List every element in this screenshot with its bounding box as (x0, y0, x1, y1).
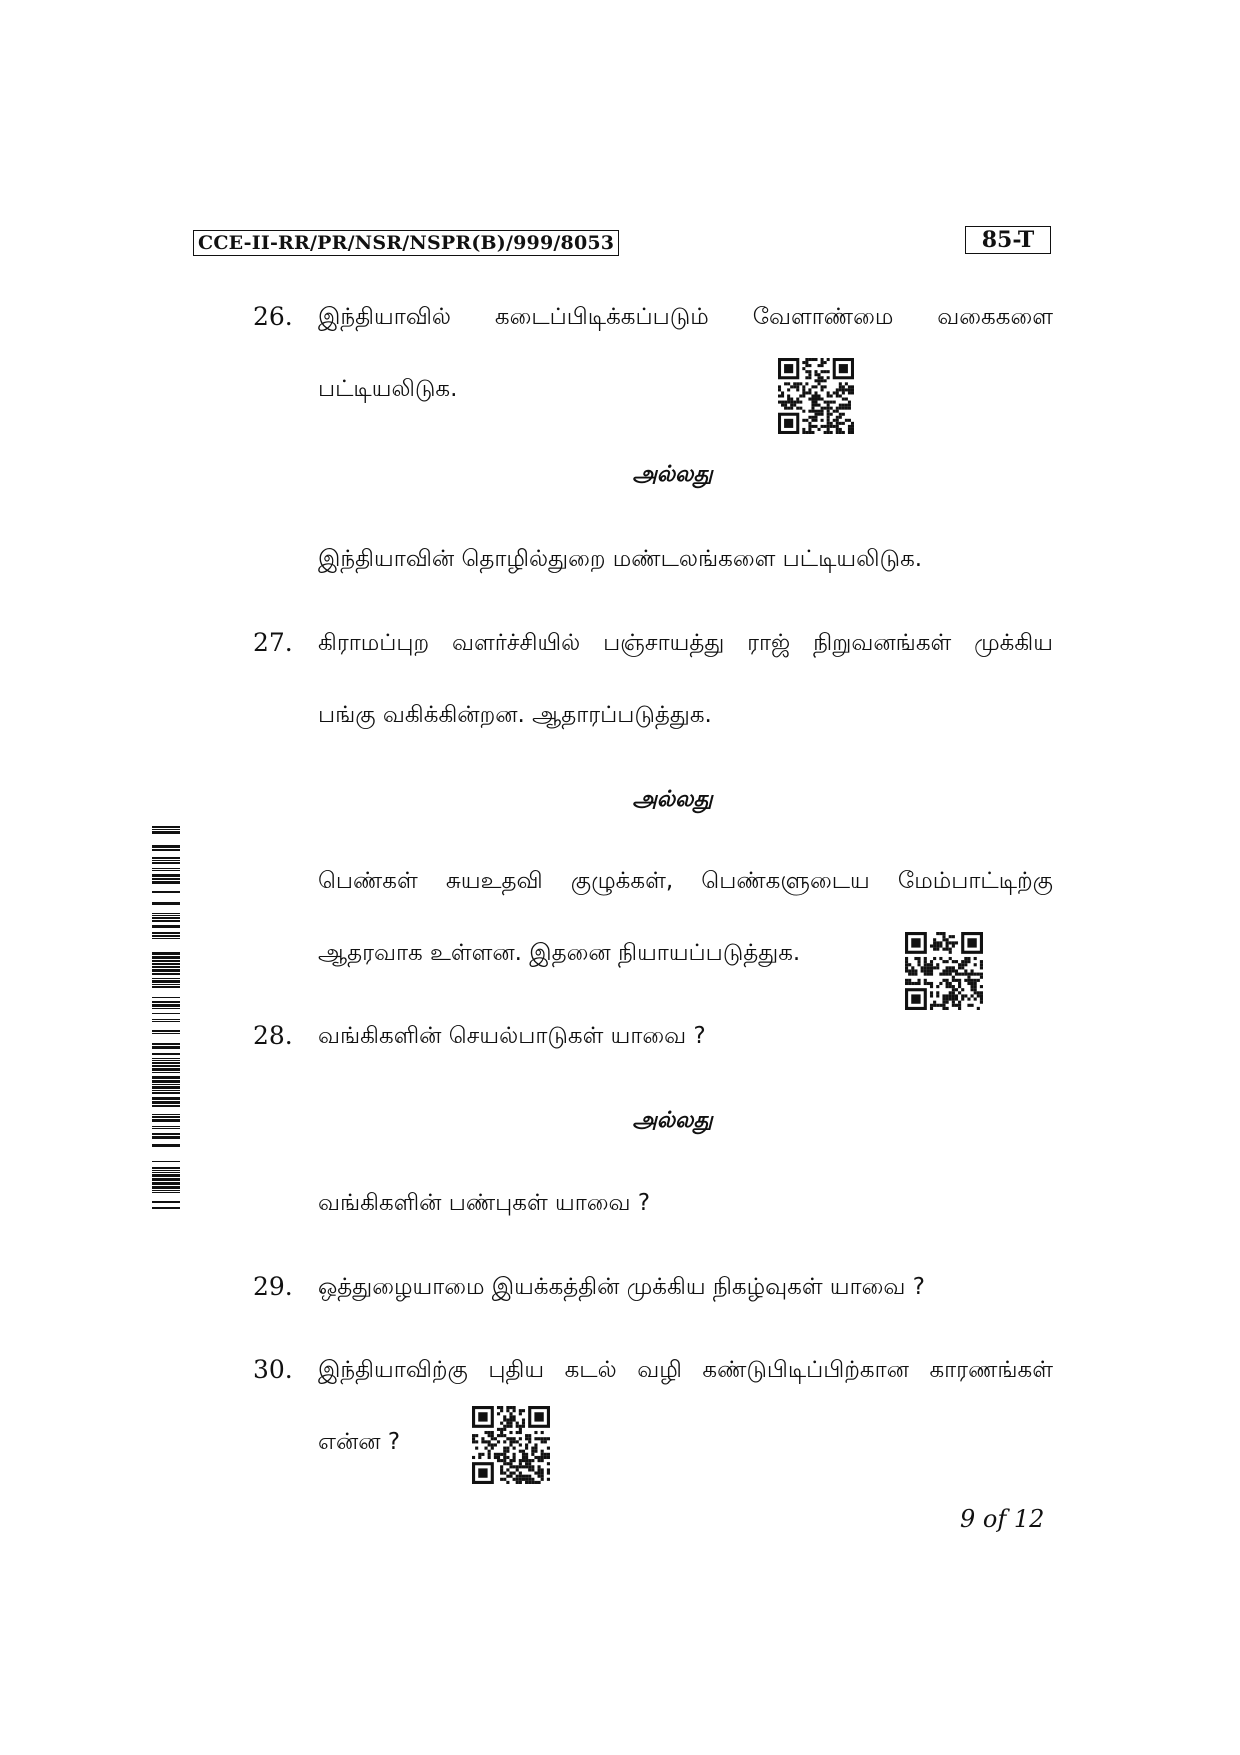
question-number: 29. (253, 1272, 293, 1301)
question-28-alternative: வங்கிகளின் பண்புகள் யாவை ? (318, 1190, 651, 1216)
word: முக்கிய (974, 630, 1053, 656)
question-29-line-1: ஒத்துழையாமை இயக்கத்தின் முக்கிய நிகழ்வுகள் யாவை ? (318, 1274, 925, 1300)
word: கடைப்பிடிக்கப்படும் (494, 304, 709, 330)
word: இந்தியாவில் (318, 304, 451, 330)
word: கண்டுபிடிப்பிற்கான (702, 1357, 909, 1383)
word: பெண்கள் (318, 868, 418, 894)
word: சுயஉதவி (445, 868, 543, 894)
word: வழி (637, 1357, 682, 1383)
question-number: 27. (253, 628, 293, 657)
qr-code-icon (778, 358, 854, 434)
word: பஞ்சாயத்து (603, 630, 725, 656)
or-separator: அல்லது (632, 787, 713, 812)
question-number: 26. (253, 302, 293, 331)
series-code: 85-T (965, 226, 1051, 254)
word: வேளாண்மை (752, 304, 894, 330)
qr-code-icon (905, 932, 983, 1010)
word: இந்தியாவிற்கு (318, 1357, 468, 1383)
word: வளர்ச்சியில் (451, 630, 581, 656)
word: காரணங்கள் (929, 1357, 1053, 1383)
page-number: 9 of 12 (960, 1505, 1045, 1533)
question-30-line-1 (318, 1353, 1053, 1387)
question-30-line-2: என்ன ? (318, 1429, 401, 1455)
question-27-line-2: பங்கு வகிக்கின்றன. ஆதாரப்படுத்துக. (318, 702, 712, 728)
word: புதிய (488, 1357, 545, 1383)
question-27-alt-line-1 (318, 864, 1053, 898)
question-28-line-1: வங்கிகளின் செயல்பாடுகள் யாவை ? (318, 1023, 706, 1049)
word: குழுக்கள், (570, 868, 674, 894)
question-26-line-2: பட்டியலிடுக. (318, 376, 458, 402)
word: மேம்பாட்டிற்கு (897, 868, 1053, 894)
word: நிறுவனங்கள் (813, 630, 952, 656)
qr-code-icon (472, 1406, 550, 1484)
question-number: 30. (253, 1355, 293, 1384)
or-separator: அல்லது (632, 462, 713, 487)
paper-code: CCE-II-RR/PR/NSR/NSPR(B)/999/8053 (193, 230, 619, 256)
word: பெண்களுடைய (701, 868, 870, 894)
question-number: 28. (253, 1021, 293, 1050)
word: ராஜ் (747, 630, 791, 656)
word: கடல் (564, 1357, 617, 1383)
question-27-line-1 (318, 626, 1053, 660)
question-27-alt-line-2: ஆதரவாக உள்ளன. இதனை நியாயப்படுத்துக. (318, 940, 801, 966)
question-26-line-1 (318, 300, 1053, 334)
word: வகைகளை (937, 304, 1053, 330)
word: கிராமப்புற (318, 630, 430, 656)
barcode-icon (152, 826, 180, 1210)
question-26-alternative: இந்தியாவின் தொழில்துறை மண்டலங்களை பட்டியலிடுக. (318, 546, 923, 572)
or-separator: அல்லது (632, 1108, 713, 1133)
